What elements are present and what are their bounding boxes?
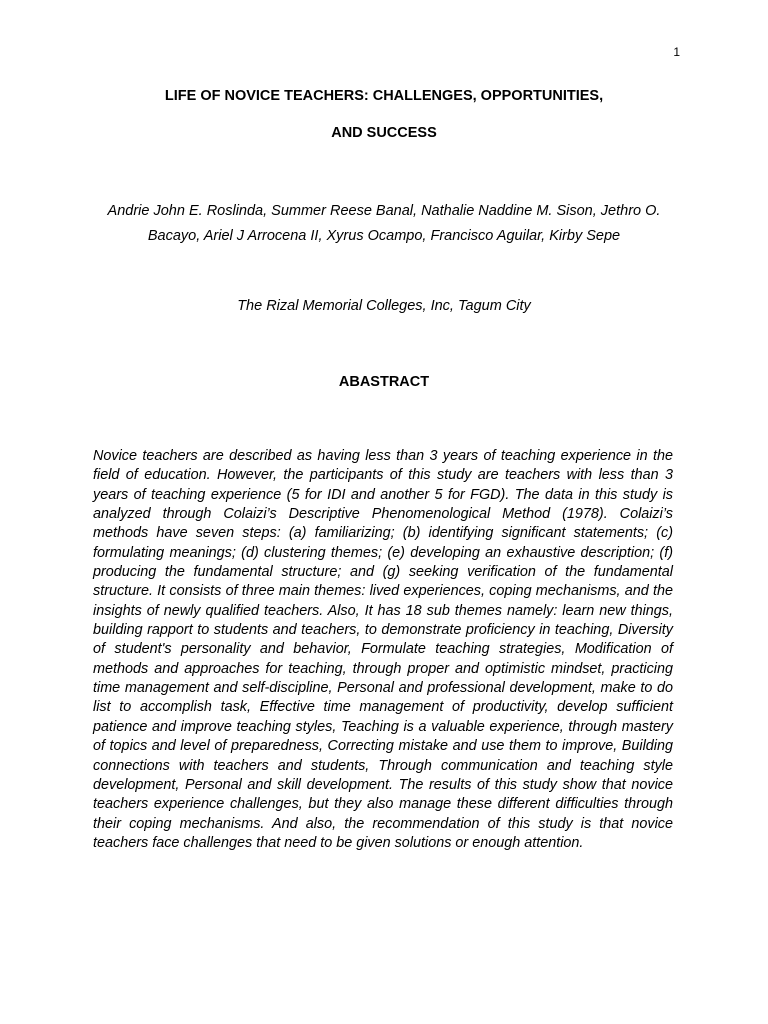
abstract-heading: ABASTRACT (338, 374, 430, 390)
affiliation: The Rizal Memorial Colleges, Inc, Tagum City (237, 298, 531, 314)
author-list: Andrie John E. Roslinda, Summer Reese Banal, Nathalie Naddine M. Sison, Jethro O. Bacayo, Ariel J Arrocena II, Xyrus Ocampo, Francisco Aguilar, Kirby Sepe (107, 203, 661, 244)
page-number: 1 (673, 45, 680, 59)
abstract-body: Novice teachers are described as having less than 3 years of teaching experience in the field of education. However, the participants of this study are teachers with less than 3 years of teaching experience (5 for IDI and another 5 for FGD). The data in this study is analyzed through Colaizi’s Descriptive Phenomenological Method (1978). Colaizi’s methods have seven steps: (a) familiarizing; (b) identifying significant statements; (c) formulating meanings; (d) clustering themes; (e) developing an exhaustive description; (f) producing the fundamental structure; and (g) seeking verification of the fundamental structure. It consists of three main themes: lived experiences, coping mechanisms, and the insights of newly qualified teachers. Also, It has 18 sub themes namely: learn new things, building rapport to students and teachers, to demonstrate proficiency in teaching, Diversity of student's personality and behavior, Formulate teaching strategies, Modification of methods and approaches for teaching, through proper and optimistic mindset, practicing time management and self-discipline, Personal and professional development, make to do list to accomplish task, Effective time management of productivity, develop sufficient patience and improve teaching styles, Teaching is a valuable experience, through mastery of topics and level of preparedness, Correcting mistake and use them to improve, Building connections with teachers and students, Through communication and teaching style development, Personal and skill development. The results of this study show that novice teachers experience challenges, but they also manage these different difficulties through their coping mechanisms. And also, the recommendation of this study is that novice teachers face challenges that need to be given solutions or enough attention. (93, 448, 673, 851)
paper-title-line-2: AND SUCCESS (331, 125, 437, 141)
paper-title-line-1: LIFE OF NOVICE TEACHERS: CHALLENGES, OPPORTUNITIES, (164, 88, 604, 104)
